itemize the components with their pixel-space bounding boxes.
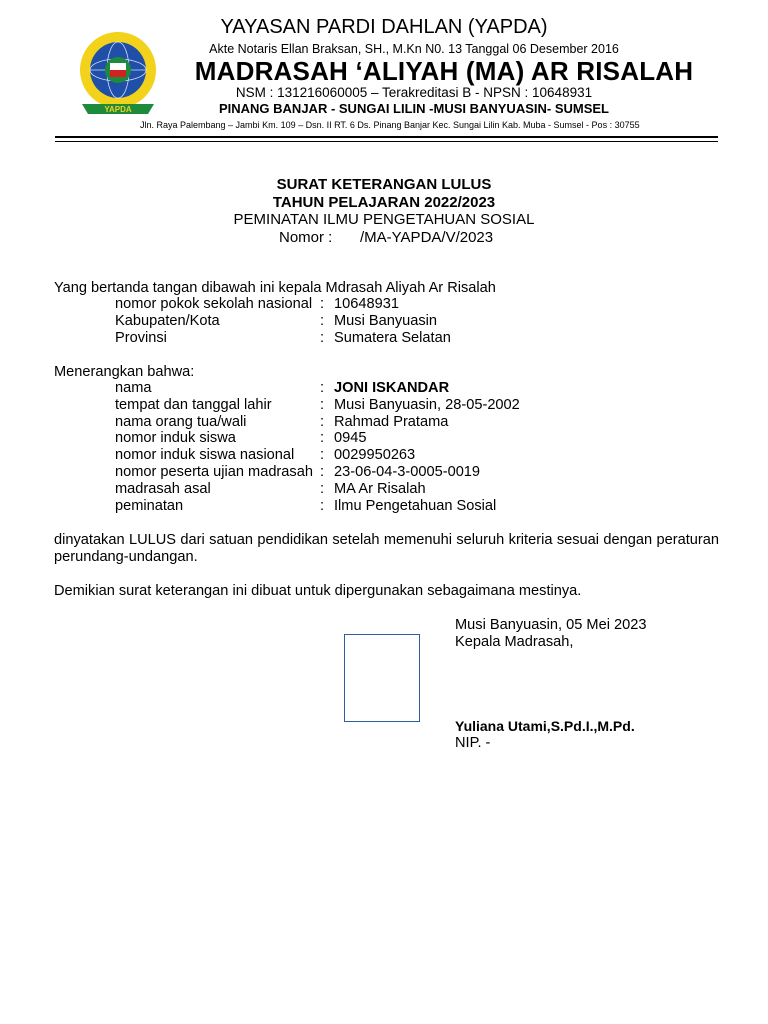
document-title: SURAT KETERANGAN LULUS <box>276 176 492 193</box>
info-colon: : <box>320 296 325 312</box>
info-label: peminatan <box>115 498 184 514</box>
info-colon: : <box>320 397 325 413</box>
school-ids: NSM : 131216060005 – Terakreditasi B - NPSN : 10648931 <box>235 85 593 100</box>
info-label: madrasah asal <box>115 481 211 497</box>
info-row <box>0 430 768 447</box>
info-label: tempat dan tanggal lahir <box>115 397 272 413</box>
info-label: Kabupaten/Kota <box>115 313 220 329</box>
info-colon: : <box>320 330 325 346</box>
info-value: 10648931 <box>334 296 399 312</box>
info-label: nomor peserta ujian madrasah <box>115 464 313 480</box>
info-value: 0945 <box>334 430 367 446</box>
info-colon: : <box>320 430 325 446</box>
photo-stamp-box <box>344 634 420 722</box>
info-value: Ilmu Pengetahuan Sosial <box>334 498 497 514</box>
signature-place-date: Musi Banyuasin, 05 Mei 2023 <box>455 617 647 633</box>
info-value: Rahmad Pratama <box>334 414 449 430</box>
info-label: nama orang tua/wali <box>115 414 247 430</box>
info-colon: : <box>320 414 325 430</box>
info-colon: : <box>320 313 325 329</box>
signatory-nip: NIP. - <box>455 735 491 751</box>
specialization-title: PEMINATAN ILMU PENGETAHUAN SOSIAL <box>233 211 535 228</box>
info-row <box>0 447 768 464</box>
info-label: nomor induk siswa <box>115 430 236 446</box>
info-row <box>0 498 768 515</box>
signatory-name: Yuliana Utami,S.Pd.I.,M.Pd. <box>455 718 635 734</box>
info-label: Provinsi <box>115 330 167 346</box>
info-row <box>0 313 768 330</box>
notary-info: Akte Notaris Ellan Braksan, SH., M.Kn N0. 13 Tanggal 06 Desember 2016 <box>209 42 619 56</box>
info-row <box>0 414 768 431</box>
school-name: MADRASAH ‘ALIYAH (MA) AR RISALAH <box>194 56 694 86</box>
info-colon: : <box>320 498 325 514</box>
letterhead-rule-thin <box>55 141 718 142</box>
info-value: Musi Banyuasin <box>334 313 438 329</box>
declaration-text: dinyatakan LULUS dari satuan pendidikan setelah memenuhi seluruh kriteria sesuai dengan peraturan perundang-undangan. <box>54 532 719 565</box>
school-info-list <box>0 296 768 348</box>
svg-text:YAPDA: YAPDA <box>104 105 132 114</box>
nomor-label: Nomor : <box>279 229 333 246</box>
info-value: 0029950263 <box>334 447 416 463</box>
info-value: Musi Banyuasin, 28-05-2002 <box>334 397 520 413</box>
intro-text: Yang bertanda tangan dibawah ini kepala Mdrasah Aliyah Ar Risalah <box>54 280 496 296</box>
student-info-list <box>0 380 768 520</box>
student-name: JONI ISKANDAR <box>334 380 450 396</box>
closing-text: Demikian surat keterangan ini dibuat untuk dipergunakan sebagaimana mestinya. <box>54 583 582 599</box>
statement-text: Menerangkan bahwa: <box>54 364 195 380</box>
info-label: nomor induk siswa nasional <box>115 447 295 463</box>
school-region: PINANG BANJAR - SUNGAI LILIN -MUSI BANYUASIN- SUMSEL <box>218 101 609 116</box>
info-value: MA Ar Risalah <box>334 481 426 497</box>
info-value: 23-06-04-3-0005-0019 <box>334 464 481 480</box>
school-address: Jln. Raya Palembang – Jambi Km. 109 – Dsn. II RT. 6 Ds. Pinang Banjar Kec. Sungai Lilin Kab. Muba - Sumsel - Pos : 30755 <box>140 120 640 130</box>
info-label: nomor pokok sekolah nasional <box>115 296 313 312</box>
info-row <box>0 296 768 313</box>
info-label: nama <box>115 380 152 396</box>
nomor-value: /MA-YAPDA/V/2023 <box>360 229 494 246</box>
foundation-name: YAYASAN PARDI DAHLAN (YAPDA) <box>220 16 548 38</box>
info-row <box>0 481 768 498</box>
info-row <box>0 330 768 347</box>
info-colon: : <box>320 464 325 480</box>
info-row <box>0 464 768 481</box>
info-colon: : <box>320 447 325 463</box>
info-value: Sumatera Selatan <box>334 330 451 346</box>
signature-position: Kepala Madrasah, <box>455 634 574 650</box>
info-colon: : <box>320 380 325 396</box>
info-colon: : <box>320 481 325 497</box>
info-row <box>0 397 768 414</box>
info-row <box>0 380 768 397</box>
letterhead-rule-thick <box>55 136 718 138</box>
academic-year: TAHUN PELAJARAN 2022/2023 <box>272 194 496 211</box>
